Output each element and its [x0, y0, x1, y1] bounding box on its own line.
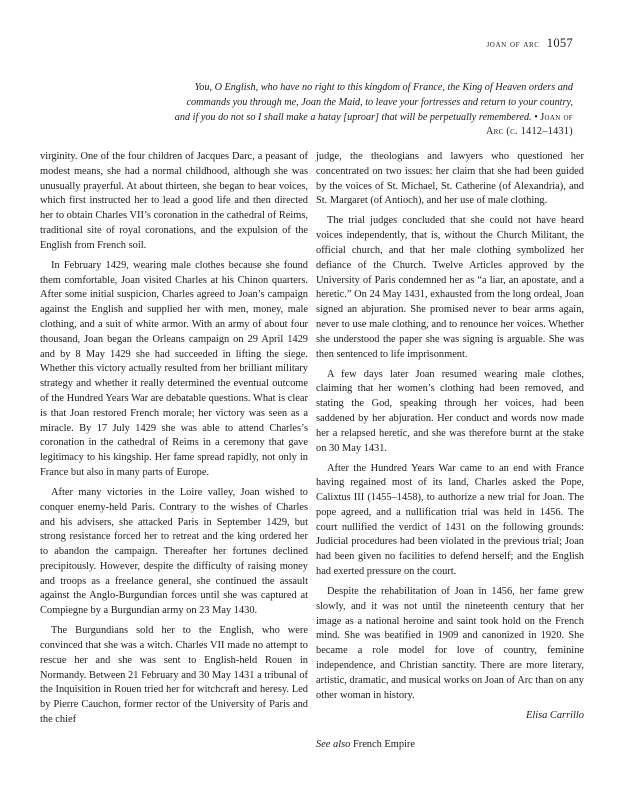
body-paragraph: virginity. One of the four children of Jacques Darc, a peasant of modest means, she had a normal childhood, although she was unusually prayerful. At about thirteen, she began to hear voices, which first instructed her to lead a good life and then directed her to obtain Charles VII’s coronation in the cathedral of Reims, traditional site of royal coronations, and the expulsion of the English from French soil.	[40, 151, 308, 251]
see-also-link[interactable]: French Empire	[352, 739, 415, 751]
page-number: 1057	[546, 36, 573, 50]
body-paragraph: judge, the theologians and lawyers who questioned her concentrated on two issues: her claim that she had been guided by the voices of St. Michael, St. Catherine (of Alexandria), and St. Margaret (of Antioch), and her use of male clothing.	[316, 151, 584, 207]
epigraph-quote: You, O English, who have no right to this kingdom of France, the King of Heaven orders and commands you through me, Joan the Maid, to leave your fortresses and return to your country, and if you do not so I shall make a hatay [uproar] that will be perpetually remembered.	[174, 82, 573, 123]
body-paragraph: After the Hundred Years War came to an end with France having regained most of its land, Charles asked the Pope, Calixtus III (1455–1458), to authorize a new trial for Joan. The pope agreed, and a nullification trial was held in 1456. The court nullified the verdict of 1431 on the following grounds: Judicial procedures had been violated in the previous trial; Joan had been given no facilities to defend herself; and the English had exerted pressure on the court.	[316, 462, 584, 578]
left-column	[40, 150, 308, 733]
body-paragraph: In February 1429, wearing male clothes because she found them comfortable, Joan visited Charles at his Chinon quarters. After some initial suspicion, Charles agreed to Joan’s campaign against the English and supplied her with men, money, male clothing, and a suit of white armor. With an army of about four thousand, Joan began the Orleans campaign on 29 April 1429 and by 8 May 1429 she had succeeded in lifting the siege. Whether this victory actually resulted from her brilliant military strategy and whether it really determined the eventual outcome of the Hundred Years War are debatable questions. What is clear is that Joan restored French morale; her victory was seen as a miracle. By 17 July 1429 she was able to attend Charles’s coronation in the cathedral of Reims in a ceremony that gave legitimacy to his kingship. Her fame spread rapidly, not only in France but also in many parts of Europe.	[40, 259, 308, 478]
see-also	[316, 738, 584, 753]
body-paragraph: A few days later Joan resumed wearing male clothes, claiming that her women’s clothing had been removed, and stating the God, speaking through her voices, had been saddened by her abjuration. Her conduct and words now made her a relapsed heretic, and she was therefore burnt at the stake on 30 May 1431.	[316, 368, 584, 454]
epigraph-bullet: •	[534, 111, 538, 123]
body-paragraph: After many victories in the Loire valley, Joan wished to conquer enemy-held Paris. Contrary to the wishes of Charles and his advisers, she attacked Paris in September 1429, but strong resistance forced her to retreat and the king ordered her to abandon the campaign. Thereafter her fortunes declined precipitously. However, despite the difficulty of raising money and troops as a freelance general, she continued the assault against the Anglo-Burgundian forces until she was captured at Compiegne by a Burgundian army on 23 May 1430.	[40, 486, 308, 617]
epigraph	[173, 81, 573, 140]
running-header	[486, 36, 573, 51]
running-title: joan of arc	[486, 39, 540, 50]
see-also-label: See also	[316, 739, 351, 751]
body-paragraph: Despite the rehabilitation of Joan in 1456, her fame grew slowly, and it was not until the nineteenth century that her image as a national heroine and saint took hold on the French mind. She was beatified in 1909 and canonized in 1920. She became a role model for love of country, feminine independence, and Christian sanctity. There are more literary, artistic, dramatic, and musical works on Joan of Arc than on any other woman in history.	[316, 586, 584, 701]
epigraph-attribution: Joan of Arc (c. 1412–1431)	[485, 111, 573, 138]
body-paragraph: The Burgundians sold her to the English, who were convinced that she was a witch. Charles VII made no attempt to rescue her and she was sent to English-held Rouen in Normandy. Between 21 February and 30 May 1431 a tribunal of the Inquisition in Rouen tried her for witchcraft and heresy. Led by Pierre Cauchon, former rector of the University of Paris and the chief	[40, 625, 308, 726]
body-paragraph: The trial judges concluded that she could not have heard voices independently, that is, without the Church Militant, the official church, and that her male clothing symbolized her defiance of the Church. Twelve Articles approved by the University of Paris condemned her as “a liar, an apostate, and a heretic.” On 24 May 1431, exhausted from the long ordeal, Joan signed an abjuration. She promised never to bear arms again, never to use male clothing, and to renounce her voices. Whether she understood the paper she was signing is arguable. She was then sentenced to life imprisonment.	[316, 215, 584, 360]
right-column	[316, 150, 584, 753]
author-signature: Elisa Carrillo	[525, 710, 584, 722]
